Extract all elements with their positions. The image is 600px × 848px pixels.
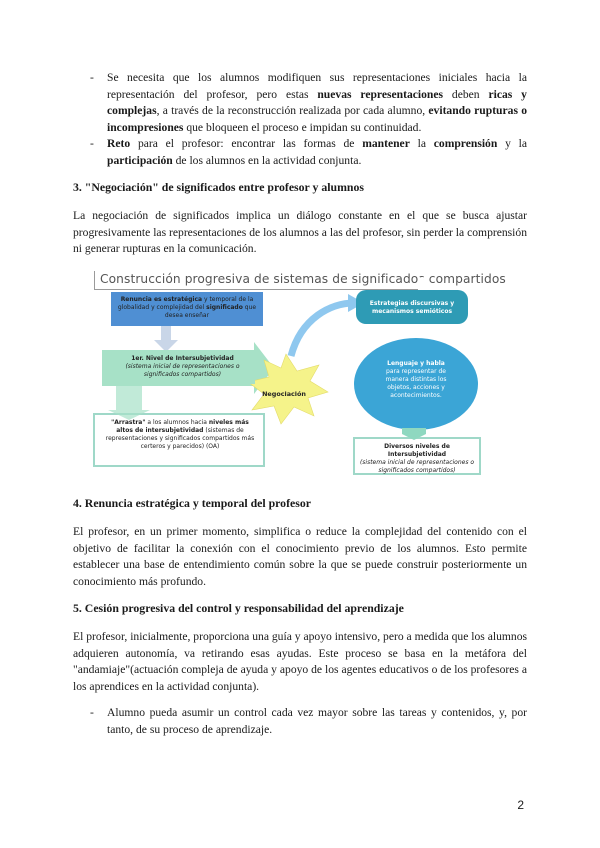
section-5-bullet: Alumno pueda asumir un control cada vez mayor sobre las tareas y contenidos, y, por tanto, de su proceso de aprendizaje. (107, 706, 527, 736)
section-5-heading: 5. Cesión progresiva del control y responsabilidad del aprendizaje (73, 601, 404, 615)
section-5-body: El profesor, inicialmente, proporciona una guía y apoyo intensivo, pero a medida que los alumnos adquieren autonomía, va retirando esas ayudas. Este proceso se basa en la metáfora del "andamiaje"(actuación compleja de ayuda y apoyo de los agentes educativos o de los profesores a los aprendices en la actividad conjunta). (73, 630, 527, 693)
arrow-down-icon (154, 326, 178, 352)
bullet-dash: - (90, 71, 94, 84)
curved-arrow-top (291, 303, 354, 356)
bullet-paragraph-1: Se necesita que los alumnos modifiquen sus representaciones iniciales hacia la representación del profesor, pero estas nuevas representaciones deben ricas y complejas, a través de la reconstrucción realizada por cada alumno, evitando rupturas o incompresiones que bloqueen el proceso e impidan su continuidad. (107, 71, 527, 134)
box-diversos: Diversos niveles de Intersubjetividad (sistema inicial de representaciones o significados compartidos) (359, 443, 475, 474)
section-3-heading: 3. "Negociación" de significados entre profesor y alumnos (73, 180, 364, 194)
bullet-dash: - (90, 706, 94, 719)
bullet-dash: - (90, 137, 94, 150)
box-estrategias: Estrategias discursivas y mecanismos semióticos (369, 300, 455, 315)
page-number: 2 (517, 798, 524, 812)
section-4-heading: 4. Renuncia estratégica y temporal del profesor (73, 496, 311, 510)
section-3-body: La negociación de significados implica un diálogo constante en el que se busca ajustar progresivamente las representaciones de los alumnos a las del profesor, sin perder la comprensión ni generar rupturas en la comunicación. (73, 209, 527, 256)
box-renuncia: Renuncia es estratégica y temporal de la globalidad y complejidad del significado que desea enseñar (117, 296, 257, 319)
section-4-body: El profesor, en un primer momento, simplifica o reduce la complejidad del contenido con el objetivo de facilitar la conexión con el conocimiento previo de los alumnos. Esto permite establecer una base de entendimiento común sobre la que se puede construir posteriormente un conocimiento más profundo. (73, 525, 527, 588)
circle-lenguaje: Lenguaje y habla para representar de manera distintas los objetos, acciones y acontecimientos. (385, 360, 447, 399)
bullet-paragraph-2: Reto para el profesor: encontrar las formas de mantener la comprensión y la participación de los alumnos en la actividad conjunta. (107, 137, 527, 167)
negociacion-label: Negociación (262, 390, 306, 398)
box-arrastra: "Arrastra" a los alumnos hacia niveles más altos de intersubjetividad (sistemas de representaciones y significados compartidos más certeros y parecidos) (OA) (105, 419, 255, 450)
box-nivel1: 1er. Nivel de Intersubjetividad (sistema inicial de representaciones o significados compartidos) (125, 355, 240, 378)
diagram-title: Construcción progresiva de sistemas de significados compartidos (100, 272, 506, 286)
